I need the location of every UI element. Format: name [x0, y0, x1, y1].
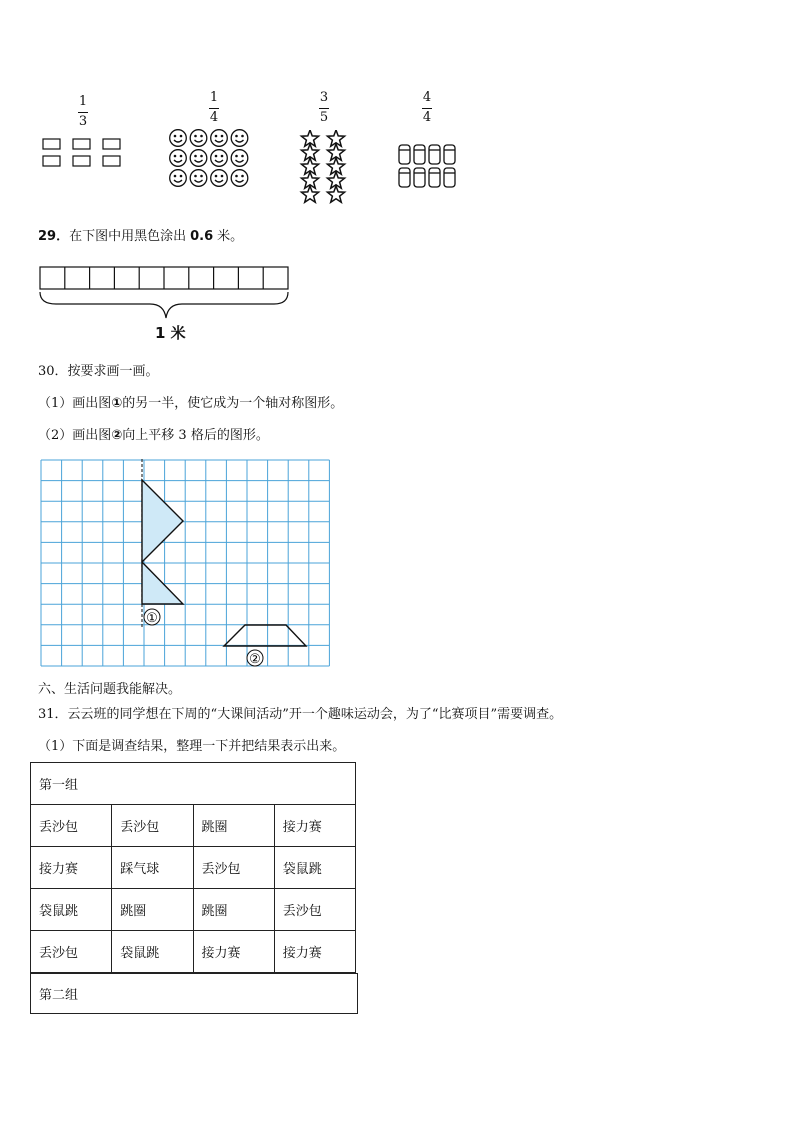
- group-1-header: 第一组: [31, 763, 356, 805]
- q29-number: 29．: [38, 229, 70, 244]
- smiley-icon: [211, 130, 228, 147]
- survey-table: [30, 762, 356, 973]
- q30-sub1-mark: ①: [111, 396, 123, 411]
- smiley-icon: [211, 170, 228, 187]
- table-cell: 袋鼠跳: [31, 889, 112, 931]
- table-cell: 丢沙包: [31, 805, 112, 847]
- smiley-icon: [211, 150, 228, 167]
- smiley-icon: [231, 150, 248, 167]
- cylinders-group: [396, 142, 460, 192]
- table-cell: 袋鼠跳: [112, 931, 193, 973]
- table-row: [31, 889, 356, 931]
- meter-label: 1 米: [155, 324, 186, 342]
- smiley-icon: [170, 150, 187, 167]
- q29-value: 0.6: [190, 229, 214, 244]
- smiley-icon: [231, 130, 248, 147]
- table-cell: 跳圈: [193, 805, 274, 847]
- q30-sub2: [38, 428, 269, 444]
- q30-sub2-prefix: （2）画出图: [38, 428, 112, 443]
- table-cell: 跳圈: [112, 889, 193, 931]
- q30-sub1: [38, 396, 343, 412]
- rectangles-group: [40, 136, 126, 170]
- numerator: 3: [319, 90, 329, 105]
- cylinder-icon: [429, 145, 440, 164]
- group-2-header: [30, 973, 358, 1014]
- table-cell: 踩气球: [112, 847, 193, 889]
- fraction-2: [199, 91, 229, 125]
- table-cell: 接力赛: [274, 805, 355, 847]
- numerator: 1: [209, 90, 219, 105]
- denominator: 4: [422, 110, 432, 125]
- q30-sub1-prefix: （1）画出图: [38, 396, 112, 411]
- table-cell: 接力赛: [31, 847, 112, 889]
- smiley-icon: [190, 170, 207, 187]
- smiley-icon: [170, 130, 187, 147]
- fraction-3: [309, 91, 339, 125]
- table-cell: 袋鼠跳: [274, 847, 355, 889]
- drawing-grid[interactable]: [40, 459, 330, 671]
- cylinder-icon: [429, 168, 440, 187]
- q30-sub2-suffix: 向上平移 3 格后的图形。: [122, 428, 269, 443]
- cylinder-icon: [414, 145, 425, 164]
- cylinder-icon: [444, 168, 455, 187]
- table-cell: 丢沙包: [193, 847, 274, 889]
- group-2-label: 第二组: [39, 988, 79, 1003]
- smiley-faces-group: [168, 128, 254, 190]
- q31-prompt: 31．云云班的同学想在下周的“大课间活动”开一个趣味运动会，为了“比赛项目”需要调查。: [38, 707, 563, 722]
- smiley-icon: [190, 130, 207, 147]
- fraction-4: [412, 91, 442, 125]
- table-cell: 丢沙包: [112, 805, 193, 847]
- meter-strip[interactable]: [38, 264, 294, 322]
- smiley-icon: [231, 170, 248, 187]
- table-cell: 跳圈: [193, 889, 274, 931]
- table-row: [31, 847, 356, 889]
- denominator: 4: [209, 110, 219, 125]
- smiley-icon: [190, 150, 207, 167]
- cylinder-icon: [399, 168, 410, 187]
- table-cell: 丢沙包: [31, 931, 112, 973]
- q30-sub2-mark: ②: [111, 428, 123, 443]
- cylinder-icon: [444, 145, 455, 164]
- table-row: [31, 931, 356, 973]
- fraction-1: [68, 95, 98, 129]
- q29-text-after: 米。: [217, 229, 244, 244]
- table-row: [31, 805, 356, 847]
- figure-2-trapezoid: [224, 625, 306, 646]
- stars-group: [296, 130, 352, 204]
- numerator: 4: [422, 90, 432, 105]
- q30-sub1-suffix: 的另一半，使它成为一个轴对称图形。: [122, 396, 344, 411]
- q30-heading: 30．按要求画一画。: [38, 364, 159, 379]
- section-6-heading: 六、生活问题我能解决。: [38, 682, 182, 697]
- denominator: 3: [78, 114, 88, 129]
- table-cell: 接力赛: [274, 931, 355, 973]
- smiley-icon: [170, 170, 187, 187]
- table-cell: 丢沙包: [274, 889, 355, 931]
- table-cell: 接力赛: [193, 931, 274, 973]
- cylinder-icon: [399, 145, 410, 164]
- figure-2-label: ②: [249, 652, 261, 667]
- denominator: 5: [319, 110, 329, 125]
- cylinder-icon: [414, 168, 425, 187]
- figure-1-label: ①: [146, 611, 158, 626]
- q29-prompt: [38, 229, 243, 245]
- q29-text-before: 在下图中用黑色涂出: [69, 229, 187, 244]
- numerator: 1: [78, 94, 88, 109]
- q31-sub1: （1）下面是调查结果，整理一下并把结果表示出来。: [38, 739, 346, 754]
